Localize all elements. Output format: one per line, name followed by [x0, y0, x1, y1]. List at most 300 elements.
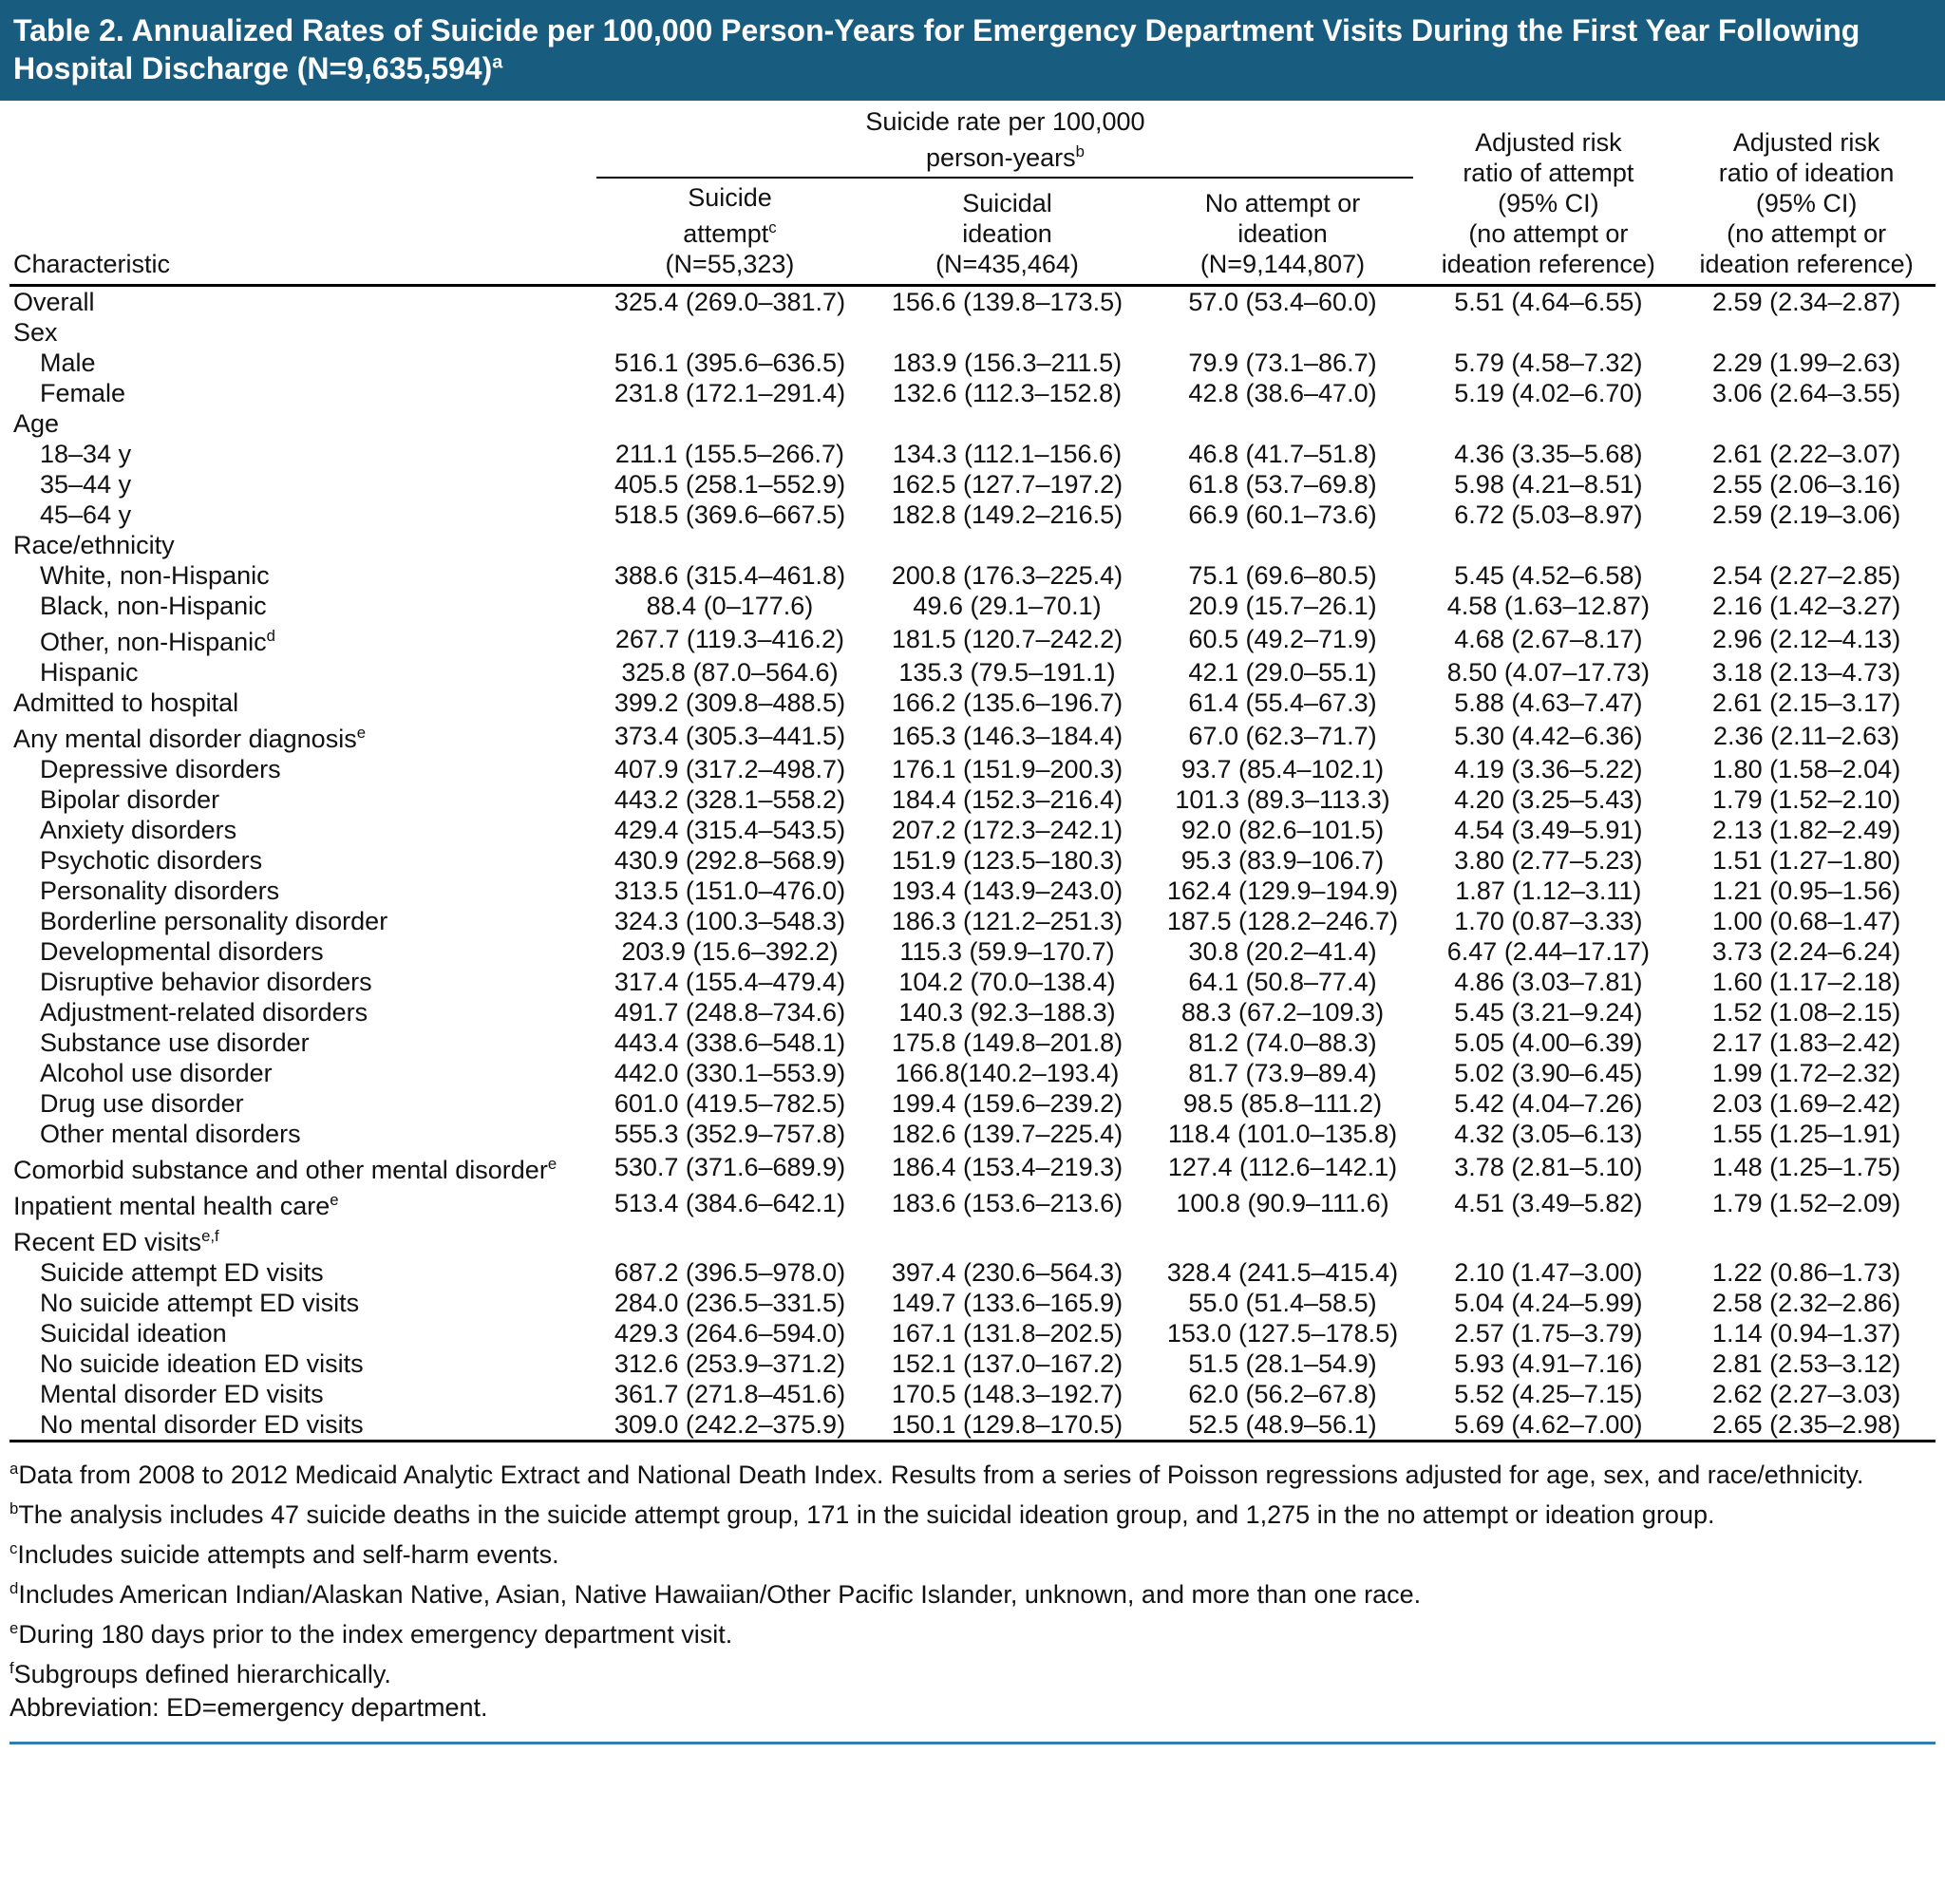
cell-value: 1.14 (0.94–1.37) — [1712, 1319, 1901, 1348]
cell-value: 1.99 (1.72–2.32) — [1712, 1059, 1901, 1087]
table-header — [9, 106, 1936, 286]
cell-value: 182.6 (139.7–225.4) — [891, 1120, 1124, 1148]
table-row — [9, 967, 1936, 997]
row-label: Recent ED visits$^{e,f}$ — [13, 1227, 219, 1256]
cell-value: 8.50 (4.07–17.73) — [1446, 658, 1650, 687]
cell-value: 151.9 (123.5–180.3) — [891, 846, 1124, 875]
cell-value: 75.1 (69.6–80.5) — [1188, 561, 1377, 590]
footnote-marker: c — [9, 1539, 18, 1557]
cell-value: 1.48 (1.25–1.75) — [1712, 1153, 1901, 1181]
cell-value: 2.16 (1.42–3.27) — [1712, 592, 1901, 620]
cell-value: 100.8 (90.9–111.6) — [1176, 1189, 1389, 1217]
row-label: Suicide attempt ED visits — [40, 1258, 324, 1287]
rr-ideation-line: (no attempt or — [1727, 219, 1887, 248]
cell-value: 530.7 (371.6–689.9) — [614, 1153, 846, 1181]
col-noattempt-n: (N=9,144,807) — [1199, 250, 1366, 278]
cell-value: 5.05 (4.00–6.39) — [1454, 1028, 1643, 1057]
row-label: Inpatient mental health care$^e$ — [13, 1191, 339, 1220]
cell-value — [868, 1221, 1145, 1257]
cell-value — [868, 408, 1145, 439]
header-spacer-cell — [9, 106, 591, 179]
row-label: Drug use disorder — [40, 1089, 244, 1118]
table-row — [9, 1058, 1936, 1088]
cell-value: 61.8 (53.7–69.8) — [1188, 470, 1377, 499]
cell-value — [1677, 530, 1936, 560]
footnote: $^e$During 180 days prior to the index emergency department visit. — [9, 1619, 733, 1649]
table-row — [9, 936, 1936, 967]
cell-value: 5.45 (4.52–6.58) — [1454, 561, 1643, 590]
footnote: $^d$Includes American Indian/Alaskan Native, Asian, Native Hawaiian/Other Pacific Islander, unknown, and more than one race. — [9, 1579, 1422, 1609]
col-header-no-attempt — [1146, 179, 1420, 286]
cell-value: 325.8 (87.0–564.6) — [621, 658, 839, 687]
table-row — [9, 1288, 1936, 1318]
cell-value: 405.5 (258.1–552.9) — [614, 470, 846, 499]
cell-value: 3.78 (2.81–5.10) — [1454, 1153, 1643, 1181]
cell-value — [1419, 317, 1677, 348]
rate-spanner — [596, 106, 1413, 179]
cell-value: 200.8 (176.3–225.4) — [891, 561, 1124, 590]
rr-attempt-line: (95% CI) — [1498, 189, 1599, 217]
cell-value: 6.72 (5.03–8.97) — [1454, 500, 1643, 529]
cell-value: 388.6 (315.4–461.8) — [614, 561, 846, 590]
cell-value: 61.4 (55.4–67.3) — [1188, 688, 1377, 717]
cell-value: 4.20 (3.25–5.43) — [1454, 785, 1643, 814]
cell-value: 4.51 (3.49–5.82) — [1454, 1189, 1643, 1217]
table-row — [9, 657, 1936, 688]
cell-value: 95.3 (83.9–106.7) — [1180, 846, 1385, 875]
col-attempt-sup: c — [768, 218, 777, 236]
cell-value: 92.0 (82.6–101.5) — [1180, 816, 1385, 844]
cell-value: 407.9 (317.2–498.7) — [614, 755, 846, 783]
row-label: Personality disorders — [40, 877, 280, 905]
cell-value: 1.00 (0.68–1.47) — [1712, 907, 1901, 935]
cell-value: 2.29 (1.99–2.63) — [1712, 349, 1901, 377]
cell-value: 183.6 (153.6–213.6) — [891, 1189, 1124, 1217]
cell-value: 4.86 (3.03–7.81) — [1454, 968, 1643, 996]
cell-value: 5.88 (4.63–7.47) — [1454, 688, 1643, 717]
row-label: Other mental disorders — [40, 1120, 301, 1148]
cell-value: 317.4 (155.4–479.4) — [614, 968, 846, 996]
row-label: 45–64 y — [40, 500, 132, 529]
row-label: No suicide ideation ED visits — [40, 1349, 364, 1378]
col-header-suicidal-ideation — [868, 179, 1145, 286]
table-body — [9, 286, 1936, 1442]
cell-value — [1677, 408, 1936, 439]
row-label: Adjustment-related disorders — [40, 998, 368, 1027]
row-label: Female — [40, 379, 126, 407]
cell-value: 3.80 (2.77–5.23) — [1454, 846, 1643, 875]
cell-value: 5.98 (4.21–8.51) — [1454, 470, 1643, 499]
cell-value: 203.9 (15.6–392.2) — [621, 937, 839, 966]
cell-value: 397.4 (230.6–564.3) — [891, 1258, 1124, 1287]
cell-value: 373.4 (305.3–441.5) — [614, 722, 846, 750]
cell-value: 57.0 (53.4–60.0) — [1188, 288, 1377, 316]
table-row — [9, 1119, 1936, 1149]
col-ideation-line1: Suicidal — [962, 189, 1052, 217]
cell-value: 2.62 (2.27–3.03) — [1712, 1380, 1901, 1408]
cell-value: 49.6 (29.1–70.1) — [913, 592, 1102, 620]
cell-value: 555.3 (352.9–757.8) — [614, 1120, 846, 1148]
cell-value: 88.4 (0–177.6) — [646, 592, 814, 620]
cell-value: 5.04 (4.24–5.99) — [1454, 1289, 1643, 1317]
cell-value: 175.8 (149.8–201.8) — [891, 1028, 1124, 1057]
cell-value: 88.3 (67.2–109.3) — [1180, 998, 1385, 1027]
table-row — [9, 1409, 1936, 1442]
row-label: Comorbid substance and other mental disorder$^e$ — [13, 1155, 557, 1184]
row-label: Other, non-Hispanic$^d$ — [40, 627, 275, 656]
cell-value: 166.2 (135.6–196.7) — [891, 688, 1124, 717]
cell-value — [591, 1221, 868, 1257]
cell-value: 1.79 (1.52–2.10) — [1712, 785, 1901, 814]
cell-value: 399.2 (309.8–488.5) — [614, 688, 846, 717]
cell-value: 516.1 (395.6–636.5) — [614, 349, 846, 377]
footnote-marker: d — [9, 1579, 19, 1597]
cell-value: 165.3 (146.3–184.4) — [891, 722, 1124, 750]
cell-value — [1419, 408, 1677, 439]
cell-value: 166.8(140.2–193.4) — [895, 1059, 1120, 1087]
cell-value: 1.22 (0.86–1.73) — [1712, 1258, 1901, 1287]
cell-value: 42.1 (29.0–55.1) — [1188, 658, 1377, 687]
cell-value: 1.51 (1.27–1.80) — [1712, 846, 1901, 875]
cell-value: 46.8 (41.7–51.8) — [1188, 440, 1377, 468]
cell-value: 51.5 (28.1–54.9) — [1188, 1349, 1377, 1378]
row-label: Sex — [13, 318, 58, 347]
cell-value: 2.57 (1.75–3.79) — [1454, 1319, 1643, 1348]
footnote: $^f$Subgroups defined hierarchically. — [9, 1659, 391, 1688]
row-label-sup: e — [330, 1191, 339, 1209]
cell-value: 98.5 (85.8–111.2) — [1182, 1089, 1383, 1118]
table-title-banner — [0, 0, 1945, 101]
row-label: Hispanic — [40, 658, 139, 687]
cell-value: 2.61 (2.22–3.07) — [1712, 440, 1901, 468]
cell-value: 5.02 (3.90–6.45) — [1454, 1059, 1643, 1087]
cell-value: 199.4 (159.6–239.2) — [891, 1089, 1124, 1118]
cell-value: 127.4 (112.6–142.1) — [1167, 1153, 1398, 1181]
results-table — [9, 106, 1936, 1442]
cell-value: 325.4 (269.0–381.7) — [614, 288, 846, 316]
cell-value: 5.79 (4.58–7.32) — [1454, 349, 1643, 377]
cell-value: 150.1 (129.8–170.5) — [891, 1410, 1124, 1439]
section-row — [9, 317, 1936, 348]
row-label: Disruptive behavior disorders — [40, 968, 372, 996]
cell-value: 328.4 (241.5–415.4) — [1166, 1258, 1399, 1287]
cell-value: 181.5 (120.7–242.2) — [891, 625, 1124, 653]
cell-value — [1146, 317, 1420, 348]
row-label-sup: e — [547, 1155, 557, 1173]
col-noattempt-line1: No attempt or — [1204, 189, 1361, 217]
table-row — [9, 876, 1936, 906]
cell-value: 152.1 (137.0–167.2) — [891, 1349, 1124, 1378]
cell-value: 361.7 (271.8–451.6) — [614, 1380, 846, 1408]
cell-value: 5.19 (4.02–6.70) — [1454, 379, 1643, 407]
row-label: Suicidal ideation — [40, 1319, 227, 1348]
cell-value — [1146, 1221, 1420, 1257]
row-label: 18–34 y — [40, 440, 132, 468]
cell-value: 64.1 (50.8–77.4) — [1188, 968, 1377, 996]
rr-attempt-line: (no attempt or — [1468, 219, 1629, 248]
row-label: Developmental disorders — [40, 937, 324, 966]
table-row — [9, 1149, 1936, 1185]
cell-value: 81.2 (74.0–88.3) — [1188, 1028, 1377, 1057]
row-label: Male — [40, 349, 96, 377]
table-row — [9, 500, 1936, 530]
row-label: Black, non-Hispanic — [40, 592, 267, 620]
cell-value: 442.0 (330.1–553.9) — [614, 1059, 846, 1087]
table-row — [9, 688, 1936, 718]
cell-value: 67.0 (62.3–71.7) — [1188, 722, 1377, 750]
cell-value: 4.32 (3.05–6.13) — [1454, 1120, 1643, 1148]
cell-value: 443.2 (328.1–558.2) — [614, 785, 846, 814]
cell-value: 2.58 (2.32–2.86) — [1712, 1289, 1901, 1317]
cell-value — [591, 317, 868, 348]
footnote-marker: b — [9, 1499, 19, 1518]
table-row — [9, 718, 1936, 754]
cell-value: 101.3 (89.3–113.3) — [1175, 785, 1390, 814]
rr-attempt-line: ratio of attempt — [1463, 159, 1634, 187]
cell-value: 430.9 (292.8–568.9) — [614, 846, 846, 875]
cell-value: 2.03 (1.69–2.42) — [1712, 1089, 1901, 1118]
footnote-marker: f — [9, 1659, 14, 1677]
cell-value: 443.4 (338.6–548.1) — [614, 1028, 846, 1057]
table-row — [9, 997, 1936, 1027]
cell-value: 6.47 (2.44–17.17) — [1446, 937, 1650, 966]
row-label: No mental disorder ED visits — [40, 1410, 364, 1439]
table-row — [9, 469, 1936, 500]
cell-value — [591, 408, 868, 439]
section-row — [9, 1221, 1936, 1257]
row-label-sup: d — [266, 627, 275, 645]
cell-value — [868, 530, 1145, 560]
footnote-marker: a — [9, 1460, 19, 1478]
cell-value — [591, 530, 868, 560]
table-row — [9, 784, 1936, 815]
col-header-rr-ideation — [1677, 106, 1936, 286]
rate-spanner-cell — [591, 106, 1419, 179]
table-row — [9, 1318, 1936, 1348]
cell-value: 118.4 (101.0–135.8) — [1167, 1120, 1398, 1148]
bottom-rule — [9, 1742, 1936, 1744]
row-label: Overall — [13, 288, 95, 316]
table-row — [9, 591, 1936, 621]
cell-value: 20.9 (15.7–26.1) — [1188, 592, 1377, 620]
table-row — [9, 348, 1936, 378]
cell-value: 4.58 (1.63–12.87) — [1446, 592, 1650, 620]
cell-value: 5.42 (4.04–7.26) — [1454, 1089, 1643, 1118]
cell-value: 4.54 (3.49–5.91) — [1454, 816, 1643, 844]
cell-value — [1419, 530, 1677, 560]
cell-value: 162.5 (127.7–197.2) — [891, 470, 1124, 499]
cell-value: 52.5 (48.9–56.1) — [1188, 1410, 1377, 1439]
cell-value: 2.54 (2.27–2.85) — [1712, 561, 1901, 590]
cell-value: 135.3 (79.5–191.1) — [898, 658, 1116, 687]
col-header-suicide-attempt — [591, 179, 868, 286]
cell-value: 60.5 (49.2–71.9) — [1188, 625, 1377, 653]
row-label: Substance use disorder — [40, 1028, 310, 1057]
cell-value: 2.96 (2.12–4.13) — [1712, 625, 1901, 653]
cell-value: 187.5 (128.2–246.7) — [1166, 907, 1399, 935]
row-label: Race/ethnicity — [13, 531, 175, 559]
cell-value: 134.3 (112.1–156.6) — [892, 440, 1123, 468]
cell-value: 231.8 (172.1–291.4) — [614, 379, 846, 407]
cell-value: 5.52 (4.25–7.15) — [1454, 1380, 1643, 1408]
row-label: No suicide attempt ED visits — [40, 1289, 360, 1317]
footnote: $^b$The analysis includes 47 suicide deaths in the suicide attempt group, 171 in the suicidal ideation group, and 1,275 in the no attempt or ideation group. — [9, 1499, 1715, 1529]
cell-value: 167.1 (131.8–202.5) — [891, 1319, 1124, 1348]
cell-value: 513.4 (384.6–642.1) — [614, 1189, 846, 1217]
cell-value: 601.0 (419.5–782.5) — [614, 1089, 846, 1118]
col-attempt-line1: Suicide — [688, 183, 772, 212]
cell-value: 153.0 (127.5–178.5) — [1166, 1319, 1399, 1348]
row-label-sup: e — [356, 724, 367, 742]
cell-value: 193.4 (143.9–243.0) — [891, 877, 1124, 905]
cell-value: 2.17 (1.83–2.42) — [1712, 1028, 1901, 1057]
col-header-rr-attempt — [1419, 106, 1677, 286]
cell-value: 149.7 (133.6–165.9) — [891, 1289, 1124, 1317]
cell-value: 312.6 (253.9–371.2) — [614, 1349, 846, 1378]
cell-value: 81.7 (73.9–89.4) — [1188, 1059, 1377, 1087]
row-label: Age — [13, 409, 60, 438]
cell-value: 4.68 (2.67–8.17) — [1454, 625, 1643, 653]
cell-value: 1.70 (0.87–3.33) — [1454, 907, 1643, 935]
rr-ideation-line: Adjusted risk — [1732, 128, 1880, 157]
rate-spanner-line2: person-years — [926, 143, 1076, 172]
cell-value: 309.0 (242.2–375.9) — [614, 1410, 846, 1439]
cell-value: 284.0 (236.5–331.5) — [614, 1289, 846, 1317]
table-title: Table 2. Annualized Rates of Suicide per 100,000 Person-Years for Emergency Department Visits During the First Year Following Hospital Discharge (N=9,635,594) — [13, 13, 1860, 85]
footnote-marker: e — [9, 1619, 19, 1637]
col-ideation-n: (N=435,464) — [935, 250, 1079, 278]
cell-value: 30.8 (20.2–41.4) — [1188, 937, 1377, 966]
cell-value: 176.1 (151.9–200.3) — [891, 755, 1124, 783]
cell-value: 429.3 (264.6–594.0) — [614, 1319, 846, 1348]
cell-value: 2.81 (2.53–3.12) — [1712, 1349, 1901, 1378]
cell-value: 5.45 (3.21–9.24) — [1454, 998, 1643, 1027]
cell-value: 1.55 (1.25–1.91) — [1712, 1120, 1901, 1148]
cell-value: 2.65 (2.35–2.98) — [1712, 1410, 1901, 1439]
cell-value — [1419, 1221, 1677, 1257]
cell-value: 5.30 (4.42–6.36) — [1454, 722, 1643, 750]
cell-value: 184.4 (152.3–216.4) — [891, 785, 1124, 814]
section-row — [9, 408, 1936, 439]
cell-value: 162.4 (129.9–194.9) — [1166, 877, 1399, 905]
row-label: Admitted to hospital — [13, 688, 239, 717]
cell-value: 324.3 (100.3–548.3) — [614, 907, 846, 935]
table-row — [9, 1185, 1936, 1221]
cell-value: 2.61 (2.15–3.17) — [1712, 688, 1901, 717]
row-label: Alcohol use disorder — [40, 1059, 273, 1087]
cell-value: 93.7 (85.4–102.1) — [1180, 755, 1385, 783]
cell-value: 207.2 (172.3–242.1) — [891, 816, 1124, 844]
cell-value: 62.0 (56.2–67.8) — [1188, 1380, 1377, 1408]
cell-value: 79.9 (73.1–86.7) — [1188, 349, 1377, 377]
table-row — [9, 754, 1936, 784]
cell-value: 66.9 (60.1–73.6) — [1188, 500, 1377, 529]
cell-value: 104.2 (70.0–138.4) — [898, 968, 1116, 996]
cell-value: 182.8 (149.2–216.5) — [891, 500, 1124, 529]
footnote: $^c$Includes suicide attempts and self-harm events. — [9, 1539, 559, 1569]
cell-value: 132.6 (112.3–152.8) — [892, 379, 1123, 407]
table-row — [9, 621, 1936, 657]
col-ideation-line2: ideation — [962, 219, 1052, 248]
cell-value: 1.60 (1.17–2.18) — [1712, 968, 1901, 996]
row-label: Bipolar disorder — [40, 785, 220, 814]
cell-value: 687.2 (396.5–978.0) — [614, 1258, 846, 1287]
cell-value: 1.80 (1.58–2.04) — [1712, 755, 1901, 783]
section-row — [9, 530, 1936, 560]
cell-value: 115.3 (59.9–170.7) — [899, 937, 1115, 966]
cell-value: 1.52 (1.08–2.15) — [1712, 998, 1901, 1027]
cell-value — [1677, 1221, 1936, 1257]
cell-value: 518.5 (369.6–667.5) — [614, 500, 846, 529]
cell-value: 156.6 (139.8–173.5) — [891, 288, 1124, 316]
table-row — [9, 439, 1936, 469]
cell-value: 170.5 (148.3–192.7) — [891, 1380, 1124, 1408]
cell-value: 3.73 (2.24–6.24) — [1712, 937, 1901, 966]
cell-value: 4.36 (3.35–5.68) — [1454, 440, 1643, 468]
table-row — [9, 560, 1936, 591]
rr-attempt-line: Adjusted risk — [1475, 128, 1622, 157]
cell-value: 2.13 (1.82–2.49) — [1712, 816, 1901, 844]
rr-ideation-line: ratio of ideation — [1718, 159, 1895, 187]
col-attempt-line2: attempt — [683, 219, 769, 248]
cell-value — [1146, 408, 1420, 439]
cell-value: 1.79 (1.52–2.09) — [1712, 1189, 1901, 1217]
cell-value: 5.69 (4.62–7.00) — [1454, 1410, 1643, 1439]
cell-value: 1.87 (1.12–3.11) — [1455, 877, 1642, 905]
table-row — [9, 1348, 1936, 1379]
cell-value: 5.93 (4.91–7.16) — [1454, 1349, 1643, 1378]
rr-attempt-line: ideation reference) — [1441, 250, 1655, 278]
rate-spanner-line1: Suicide rate per 100,000 — [865, 107, 1145, 136]
cell-value: 1.21 (0.95–1.56) — [1712, 877, 1901, 905]
footnote: $^a$Data from 2008 to 2012 Medicaid Analytic Extract and National Death Index. Results from a series of Poisson regressions adjusted for age, sex, and race/ethnicity. — [9, 1460, 1864, 1489]
col-noattempt-line2: ideation — [1237, 219, 1328, 248]
table-row — [9, 1379, 1936, 1409]
row-label: White, non-Hispanic — [40, 561, 270, 590]
cell-value — [1677, 317, 1936, 348]
table-row — [9, 1088, 1936, 1119]
table-row — [9, 815, 1936, 845]
cell-value: 211.1 (155.5–266.7) — [614, 440, 845, 468]
cell-value: 186.3 (121.2–251.3) — [891, 907, 1124, 935]
row-label: Anxiety disorders — [40, 816, 237, 844]
spanner-row — [9, 106, 1936, 179]
cell-value: 5.51 (4.64–6.55) — [1454, 288, 1643, 316]
cell-value — [868, 317, 1145, 348]
cell-value: 2.59 (2.19–3.06) — [1712, 500, 1901, 529]
cell-value: 267.7 (119.3–416.2) — [614, 625, 845, 653]
table-row — [9, 1257, 1936, 1288]
row-label-sup: e,f — [201, 1227, 219, 1245]
table-title-sup: a — [492, 51, 503, 73]
col-attempt-n: (N=55,323) — [665, 250, 795, 278]
row-label: 35–44 y — [40, 470, 132, 499]
cell-value: 2.59 (2.34–2.87) — [1712, 288, 1901, 316]
cell-value: 2.10 (1.47–3.00) — [1454, 1258, 1643, 1287]
col-header-characteristic: Characteristic — [9, 179, 591, 286]
rr-ideation-line: ideation reference) — [1699, 250, 1914, 278]
cell-value: 3.18 (2.13–4.73) — [1712, 658, 1901, 687]
row-label: Borderline personality disorder — [40, 907, 388, 935]
cell-value: 183.9 (156.3–211.5) — [892, 349, 1123, 377]
cell-value: 429.4 (315.4–543.5) — [614, 816, 846, 844]
cell-value: 313.5 (151.0–476.0) — [614, 877, 846, 905]
table-row — [9, 1027, 1936, 1058]
footnote: Abbreviation: ED=emergency department. — [9, 1693, 488, 1722]
cell-value: 140.3 (92.3–188.3) — [898, 998, 1116, 1027]
cell-value: 2.36 (2.11–2.63) — [1713, 722, 1900, 750]
table-row — [9, 845, 1936, 876]
